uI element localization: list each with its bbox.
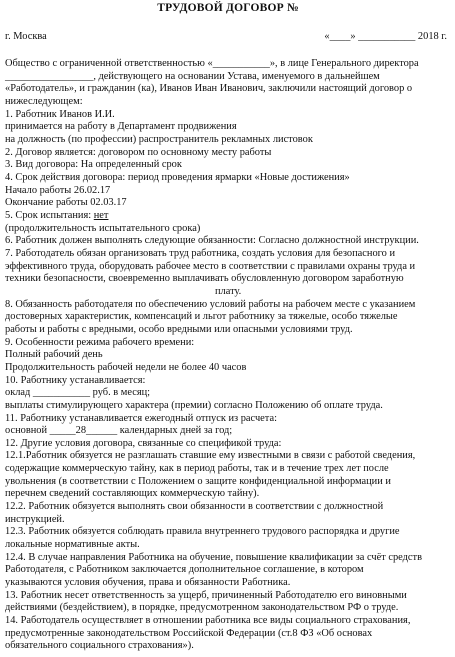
trial-period-line — [5, 210, 108, 221]
text-line: 2. Договор является: договором по основному месту работы — [5, 146, 272, 158]
text-line: действиями (бездействием), в порядке, предусмотренном законодательством РФ о труде. — [5, 602, 399, 614]
document-city: г. Москва — [5, 31, 47, 42]
text-line: основной _____28______ календарных дней за год; — [5, 425, 233, 437]
text-line: 3. Вид договора: На определенный срок — [5, 159, 182, 171]
text-line: указываются условия обучения, права и обязанности Работника. — [5, 577, 291, 588]
text-line: на должность (по профессии) распространитель рекламных листовок — [5, 134, 313, 145]
text-line: обязательного социального страхования»). — [5, 640, 194, 652]
trial-period-value: нет — [93, 209, 109, 221]
trial-period-label: 5. Срок испытания: — [5, 209, 94, 221]
text-line: 12.2. Работник обязуется выполнять свои обязанности в соответствии с должностной — [5, 501, 384, 513]
text-line: 1. Работник Иванов И.И. — [5, 108, 115, 120]
text-line: достоверных характеристик, компенсаций и льгот работнику за тяжелые, особо тяжелые — [5, 311, 398, 323]
text-line: _________________, действующего на основании Устава, именуемого в дальнейшем — [5, 70, 380, 82]
text-line: 7. Работодатель обязан организовать труд работника, создать условия для безопасного и — [5, 247, 396, 259]
text-line: Окончание работы 02.03.17 — [5, 197, 127, 209]
text-line: Общество с ограниченной ответственностью «___________», в лице Генерального директора — [5, 58, 419, 69]
text-line: нижеследующем: — [5, 96, 83, 107]
text-line: содержащие коммерческую тайну, как в период работы, так и в течение трех лет после — [5, 463, 389, 475]
text-line: Работодателя, с Работником заключается дополнительное соглашение, в котором — [5, 564, 364, 576]
text-line: 14. Работодатель осуществляет в отношении работника все виды социального страхования, — [5, 615, 411, 626]
text-line: оклад ___________ руб. в месяц; — [5, 387, 151, 399]
text-line: 10. Работнику устанавливается: — [5, 374, 146, 386]
text-line: предусмотренные законодательством Российской Федерации (ст.8 ФЗ «Об основах — [5, 627, 373, 639]
text-line: 11. Работнику устанавливается ежегодный отпуск из расчета: — [5, 412, 277, 424]
text-line: Полный рабочий день — [5, 349, 103, 361]
text-line: работы и работы с вредными, особо вредными или опасными условиями труд. — [5, 323, 353, 335]
text-line: техники безопасности, своевременно выплачивать обусловленную договором заработную — [5, 273, 404, 285]
document-title: ТРУДОВОЙ ДОГОВОР № — [157, 2, 299, 14]
text-line: 12.4. В случае направления Работника на обучение, повышение квалификации за счёт средств — [5, 551, 422, 563]
text-line: 8. Обязанность работодателя по обеспечению условий работы на рабочем месте с указанием — [5, 298, 416, 310]
contract-document — [5, 0, 451, 657]
text-line: локальные нормативные акты. — [5, 539, 140, 551]
text-line: Продолжительность рабочей недели не более 40 часов — [5, 361, 247, 373]
text-line: увольнения (в соответствии с Положением о защите конфиденциальной информации и — [5, 475, 391, 487]
text-line: плату. — [215, 285, 242, 297]
text-line: эффективного труда, оборудовать рабочее место в соответствии с правилами охраны труда и — [5, 260, 416, 272]
text-line: выплаты стимулирующего характера (премии) согласно Положению об оплате труда. — [5, 399, 383, 411]
text-line: 6. Работник должен выполнять следующие обязанности: Согласно должностной инструкции. — [5, 235, 419, 247]
text-line: 12.3. Работник обязуется соблюдать правила внутреннего трудового распорядка и другие — [5, 526, 400, 538]
text-line: 13. Работник несет ответственность за ущерб, причиненный Работодателю его виновными — [5, 589, 407, 601]
text-line: перечнем сведений составляющих коммерческую тайну). — [5, 488, 260, 500]
text-line: «Работодатель», и гражданин (ка), Иванов Иван Иванович, заключили настоящий договор о — [5, 83, 413, 95]
text-line: 4. Срок действия договора: период проведения ярмарки «Новые достижения» — [5, 171, 350, 183]
document-date: «____» ___________ 2018 г. — [324, 31, 447, 42]
text-line: (продолжительность испытательного срока) — [5, 222, 201, 234]
text-line: Начало работы 26.02.17 — [5, 184, 111, 196]
text-line: 12.1.Работник обязуется не разглашать ставшие ему известными в связи с работой сведения, — [5, 450, 416, 462]
text-line: принимается на работу в Департамент продвижения — [5, 121, 237, 133]
text-line: инструкцией. — [5, 513, 65, 525]
text-line: 12. Другие условия договора, связанные со спецификой труда: — [5, 437, 282, 449]
text-line: 9. Особенности режима рабочего времени: — [5, 336, 195, 348]
